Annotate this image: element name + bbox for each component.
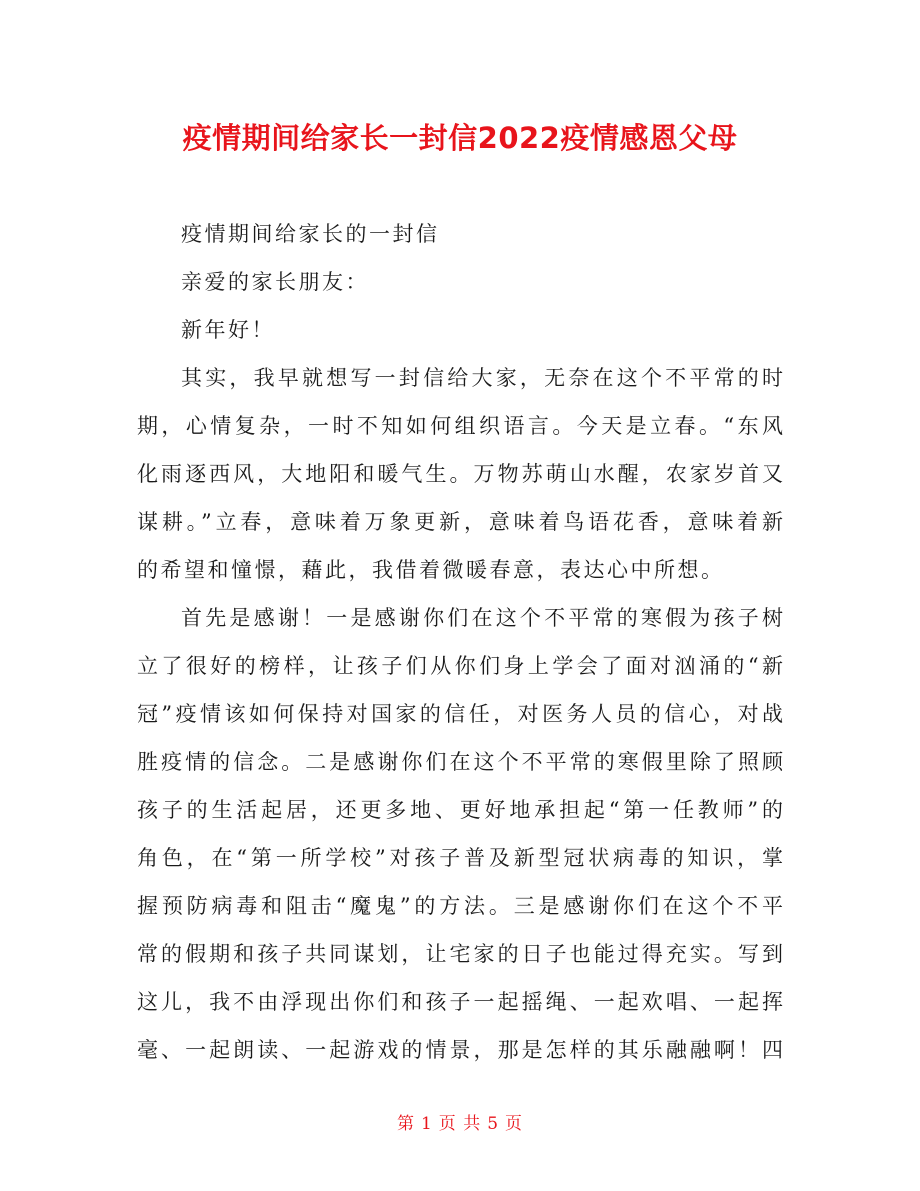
paragraph-1-line-4: 谋耕。”立春，意味着万象更新，意味着鸟语花香，意味着新 [137, 510, 783, 534]
paragraph-2-line-1: 首先是感谢！一是感谢你们在这个不平常的寒假为孩子树 [181, 606, 783, 630]
paragraph-1-line-2: 期，心情复杂，一时不知如何组织语言。今天是立春。“东风 [137, 414, 783, 438]
document-body [137, 210, 783, 1074]
footer-prefix: 第 [396, 1114, 415, 1134]
page-footer [0, 1112, 920, 1136]
paragraph-2-line-3: 冠”疫情该如何保持对国家的信任，对医务人员的信心，对战 [137, 702, 783, 726]
paragraph-2-line-10: 毫、一起朗读、一起游戏的情景，那是怎样的其乐融融啊！四 [137, 1038, 783, 1062]
paragraph-2-line-5: 孩子的生活起居，还更多地、更好地承担起“第一任教师”的 [137, 798, 783, 822]
paragraph-2-line-6: 角色，在“第一所学校”对孩子普及新型冠状病毒的知识，掌 [137, 846, 783, 870]
paragraph-2-line-4: 胜疫情的信念。二是感谢你们在这个不平常的寒假里除了照顾 [137, 750, 783, 774]
paragraph-1-line-5: 的希望和憧憬，藉此，我借着微暖春意，表达心中所想。 [137, 558, 725, 582]
footer-suffix: 页 [505, 1114, 524, 1134]
paragraph-2-line-8: 常的假期和孩子共同谋划，让宅家的日子也能过得充实。写到 [137, 942, 783, 966]
current-page-number: 1 [420, 1114, 433, 1134]
salutation: 亲爱的家长朋友： [181, 270, 369, 294]
footer-middle: 页 共 [438, 1114, 482, 1134]
document-title: 疫情期间给家长一封信2022疫情感恩父母 [182, 121, 738, 155]
paragraph-1-line-3: 化雨逐西风，大地阳和暖气生。万物苏萌山水醒，农家岁首又 [137, 462, 783, 486]
paragraph-2-line-9: 这儿，我不由浮现出你们和孩子一起摇绳、一起欢唱、一起挥 [137, 990, 783, 1014]
paragraph-1-line-1: 其实，我早就想写一封信给大家，无奈在这个不平常的时 [181, 366, 783, 390]
greeting: 新年好！ [181, 318, 275, 342]
letter-heading: 疫情期间给家长的一封信 [181, 222, 440, 246]
paragraph-2-line-7: 握预防病毒和阻击“魔鬼”的方法。三是感谢你们在这个不平 [137, 894, 783, 918]
total-pages-number: 5 [487, 1114, 500, 1134]
paragraph-2-line-2: 立了很好的榜样，让孩子们从你们身上学会了面对汹涌的“新 [137, 654, 783, 678]
